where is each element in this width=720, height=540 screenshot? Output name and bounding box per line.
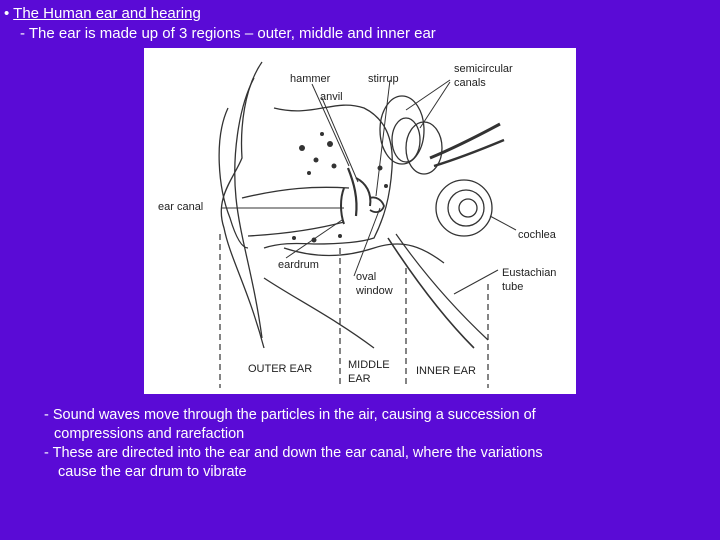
label-middle: MIDDLE — [348, 359, 390, 371]
label-inner-ear: INNER EAR — [416, 365, 476, 377]
label-cochlea: cochlea — [518, 229, 556, 241]
label-outer-ear: OUTER EAR — [248, 363, 313, 375]
ear-diagram — [144, 48, 576, 394]
leader-lines — [222, 80, 516, 294]
label-canals: canals — [454, 77, 486, 89]
slide-subtitle: - The ear is made up of 3 regions – outer, middle and inner ear — [20, 25, 436, 42]
anvil-bone — [356, 178, 370, 206]
label-ear-canal: ear canal — [158, 201, 204, 213]
body-line-3: - These are directed into the ear and down the ear canal, where the variations — [44, 445, 543, 461]
cochlea-3 — [459, 199, 477, 217]
body-line-2: compressions and rarefaction — [54, 426, 245, 442]
label-semicircular: semicircular — [454, 63, 513, 75]
ear-diagram-svg — [144, 48, 576, 394]
label-window: window — [356, 285, 393, 297]
label-hammer: hammer — [290, 73, 331, 85]
label-anvil: anvil — [320, 91, 343, 103]
eardrum-shape — [341, 188, 344, 224]
body-line-1: - Sound waves move through the particles in the air, causing a succession of — [44, 407, 536, 423]
body-text — [44, 406, 704, 482]
label-oval: oval — [356, 271, 377, 283]
label-eustachian: Eustachian — [502, 267, 557, 279]
bullet-icon: • — [4, 5, 10, 22]
label-ear: EAR — [348, 373, 371, 385]
stirrup-bone — [370, 197, 384, 212]
label-tube: tube — [502, 281, 524, 293]
nerve-1 — [430, 124, 500, 158]
body-line-4: cause the ear drum to vibrate — [58, 464, 247, 480]
label-stirrup: stirrup — [368, 73, 399, 85]
pinna-outline — [221, 62, 264, 348]
title-text: The Human ear and hearing — [13, 5, 201, 22]
label-eardrum: eardrum — [278, 259, 319, 271]
slide-title — [4, 5, 201, 23]
cochlea-2 — [448, 190, 484, 226]
eustachian-tube-2 — [396, 234, 488, 340]
ear-canal-upper — [242, 187, 349, 198]
